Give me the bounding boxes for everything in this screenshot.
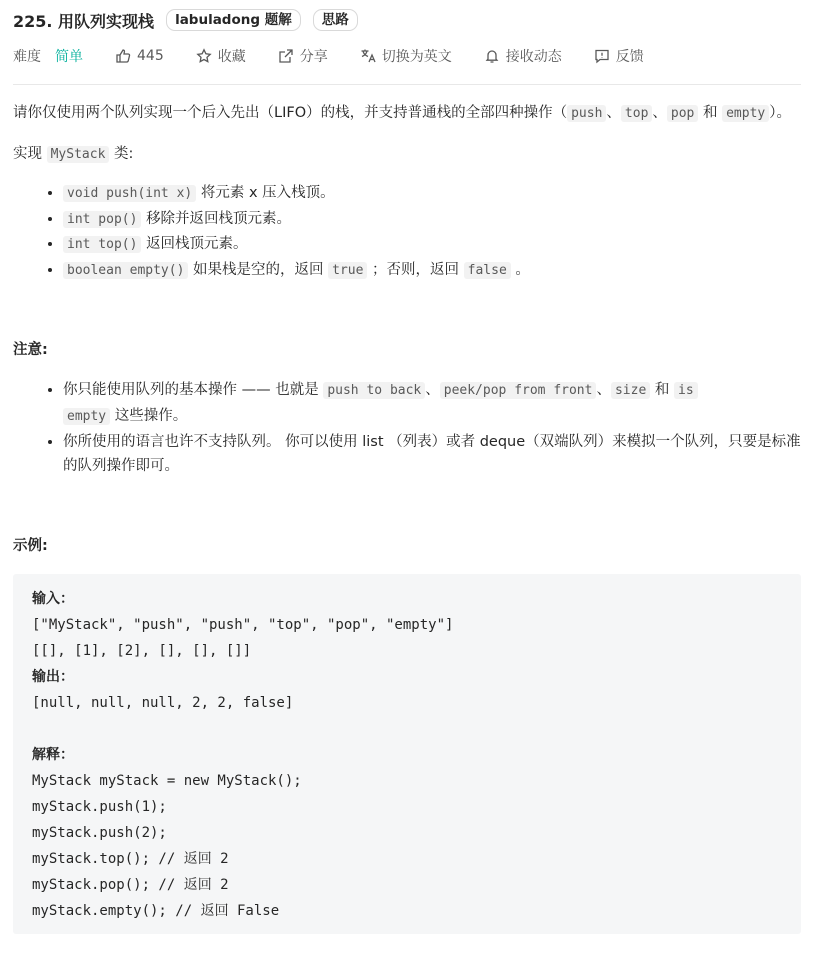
true-literal: true	[328, 262, 367, 279]
example-heading: 示例:	[13, 537, 48, 554]
bell-icon	[484, 48, 500, 64]
op-empty: empty	[722, 105, 769, 122]
note-and: 和	[654, 382, 670, 399]
note-text: 这些操作。	[114, 407, 188, 424]
favorite-button[interactable]	[196, 46, 246, 66]
list-item	[63, 258, 801, 284]
feedback-button[interactable]	[594, 46, 644, 66]
share-icon	[278, 48, 294, 64]
example-code-block	[13, 574, 801, 934]
translate-icon	[360, 48, 376, 64]
intro-sep: 、	[652, 105, 667, 121]
note-code: size	[611, 382, 650, 399]
difficulty-badge: 简单	[55, 49, 83, 65]
impl-text: 实现	[13, 146, 42, 162]
input-label: 输入：	[32, 590, 74, 607]
like-count: 445	[137, 48, 164, 64]
list-item	[63, 430, 801, 479]
switch-language-button[interactable]	[360, 46, 452, 66]
feedback-icon	[594, 48, 610, 64]
list-item	[63, 378, 801, 429]
method-desc: 如果栈是空的，返回	[193, 261, 324, 278]
method-desc: 返回栈顶元素。	[146, 236, 248, 253]
method-signature: boolean empty()	[63, 262, 188, 279]
tag-idea[interactable]: 思路	[313, 9, 358, 31]
notes-list	[13, 378, 801, 478]
explain-line: myStack.top(); // 返回 2	[32, 850, 229, 867]
input-line: [[], [1], [2], [], [], []]	[32, 642, 252, 659]
op-pop: pop	[667, 105, 698, 122]
op-push: push	[567, 105, 606, 122]
note-code: empty	[63, 408, 110, 425]
false-literal: false	[464, 262, 511, 279]
explain-line: myStack.pop(); // 返回 2	[32, 876, 229, 893]
note-sep: 、	[425, 382, 440, 399]
feedback-label: 反馈	[615, 49, 644, 65]
explain-line: myStack.push(1);	[32, 798, 167, 815]
method-signature: int pop()	[63, 211, 141, 228]
notes-heading: 注意:	[13, 342, 48, 359]
favorite-label: 收藏	[217, 49, 246, 65]
problem-description	[13, 101, 801, 934]
thumbs-up-icon	[115, 48, 131, 64]
op-top: top	[621, 105, 652, 122]
header-divider	[13, 84, 801, 85]
explain-label: 解释：	[32, 746, 74, 763]
like-button[interactable]	[115, 48, 164, 64]
meta-toolbar	[13, 45, 801, 67]
method-desc: ；否则，返回	[372, 261, 460, 278]
list-item	[63, 207, 801, 233]
implement-paragraph	[13, 142, 801, 167]
method-desc: 。	[515, 261, 530, 278]
note-text: 你所使用的语言也许不支持队列。 你可以使用 list （列表）或者 deque（双端队列）来模拟一个队列，只要是标准的队列操作即可。	[63, 433, 801, 475]
note-code: push to back	[323, 382, 425, 399]
intro-paragraph	[13, 101, 801, 126]
method-signature: void push(int x)	[63, 185, 196, 202]
impl-text-end: 类:	[114, 146, 134, 162]
class-name: MyStack	[47, 146, 110, 163]
star-icon	[196, 48, 212, 64]
intro-end: ）。	[769, 105, 791, 121]
method-desc: 移除并返回栈顶元素。	[146, 210, 292, 227]
explain-line: myStack.empty(); // 返回 False	[32, 902, 280, 919]
note-code: is	[674, 382, 698, 399]
note-sep: 、	[596, 382, 611, 399]
method-signature: int top()	[63, 236, 141, 253]
switch-language-label: 切换为英文	[381, 49, 452, 65]
tag-solution[interactable]: labuladong 题解	[166, 9, 301, 31]
intro-text: 请你仅使用两个队列实现一个后入先出（LIFO）的栈，并支持普通栈的全部四种操作（	[13, 105, 568, 121]
title-row	[13, 8, 801, 32]
method-desc: 将元素 x 压入栈顶。	[200, 185, 335, 201]
subscribe-label: 接收动态	[505, 49, 562, 65]
intro-sep: 、	[606, 105, 621, 121]
note-text: 你只能使用队列的基本操作 —— 也就是	[63, 382, 319, 399]
share-button[interactable]	[278, 46, 328, 66]
subscribe-button[interactable]	[484, 46, 562, 66]
output-line: [null, null, null, 2, 2, false]	[32, 694, 294, 711]
list-item	[63, 232, 801, 258]
explain-line: MyStack myStack = new MyStack();	[32, 772, 302, 789]
explain-line: myStack.push(2);	[32, 824, 167, 841]
share-label: 分享	[299, 49, 328, 65]
output-label: 输出：	[32, 668, 74, 685]
difficulty-label: 难度	[13, 49, 41, 65]
note-code: peek/pop from front	[440, 382, 597, 399]
problem-title[interactable]: 225. 用队列实现栈	[13, 11, 155, 31]
method-list	[13, 181, 801, 283]
list-item	[63, 181, 801, 207]
input-line: ["MyStack", "push", "push", "top", "pop", "empty"]	[32, 616, 454, 633]
intro-and: 和	[703, 105, 718, 121]
